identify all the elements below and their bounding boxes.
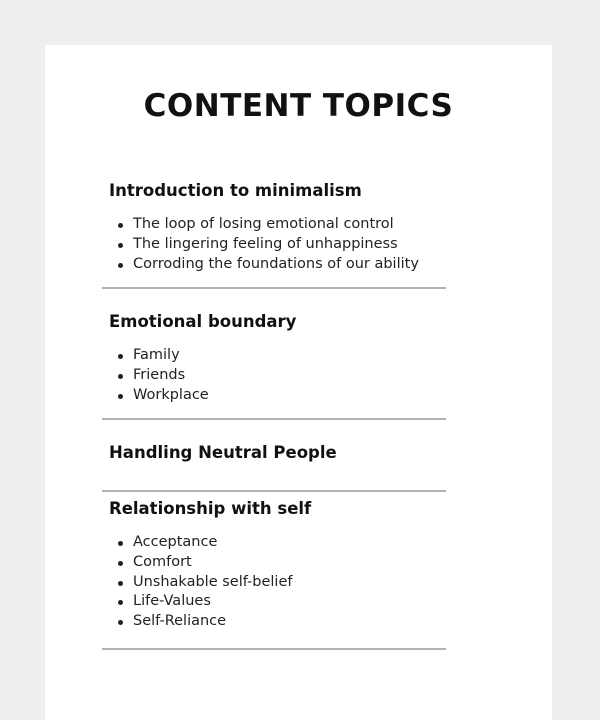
section-list-emotional-boundary	[109, 346, 209, 405]
section-list-relationship-with-self	[109, 533, 292, 632]
section-divider	[102, 648, 446, 650]
list-item: Comfort	[109, 553, 292, 573]
list-item: The lingering feeling of unhappiness	[109, 235, 419, 255]
list-item: Family	[109, 346, 209, 366]
list-item: The loop of losing emotional control	[109, 215, 419, 235]
section-heading-introduction: Introduction to minimalism	[109, 181, 362, 200]
section-heading-relationship-with-self: Relationship with self	[109, 499, 312, 518]
list-item: Corroding the foundations of our ability	[109, 255, 419, 275]
list-item: Acceptance	[109, 533, 292, 553]
section-list-introduction	[109, 215, 419, 274]
section-divider	[102, 418, 446, 420]
list-item: Self-Reliance	[109, 612, 292, 632]
section-divider	[102, 490, 446, 492]
list-item: Life-Values	[109, 592, 292, 612]
page-title: CONTENT TOPICS	[143, 88, 454, 124]
section-heading-handling-neutral-people: Handling Neutral People	[109, 443, 337, 462]
list-item: Unshakable self-belief	[109, 573, 292, 593]
section-heading-emotional-boundary: Emotional boundary	[109, 312, 297, 331]
list-item: Workplace	[109, 386, 209, 406]
section-divider	[102, 287, 446, 289]
list-item: Friends	[109, 366, 209, 386]
